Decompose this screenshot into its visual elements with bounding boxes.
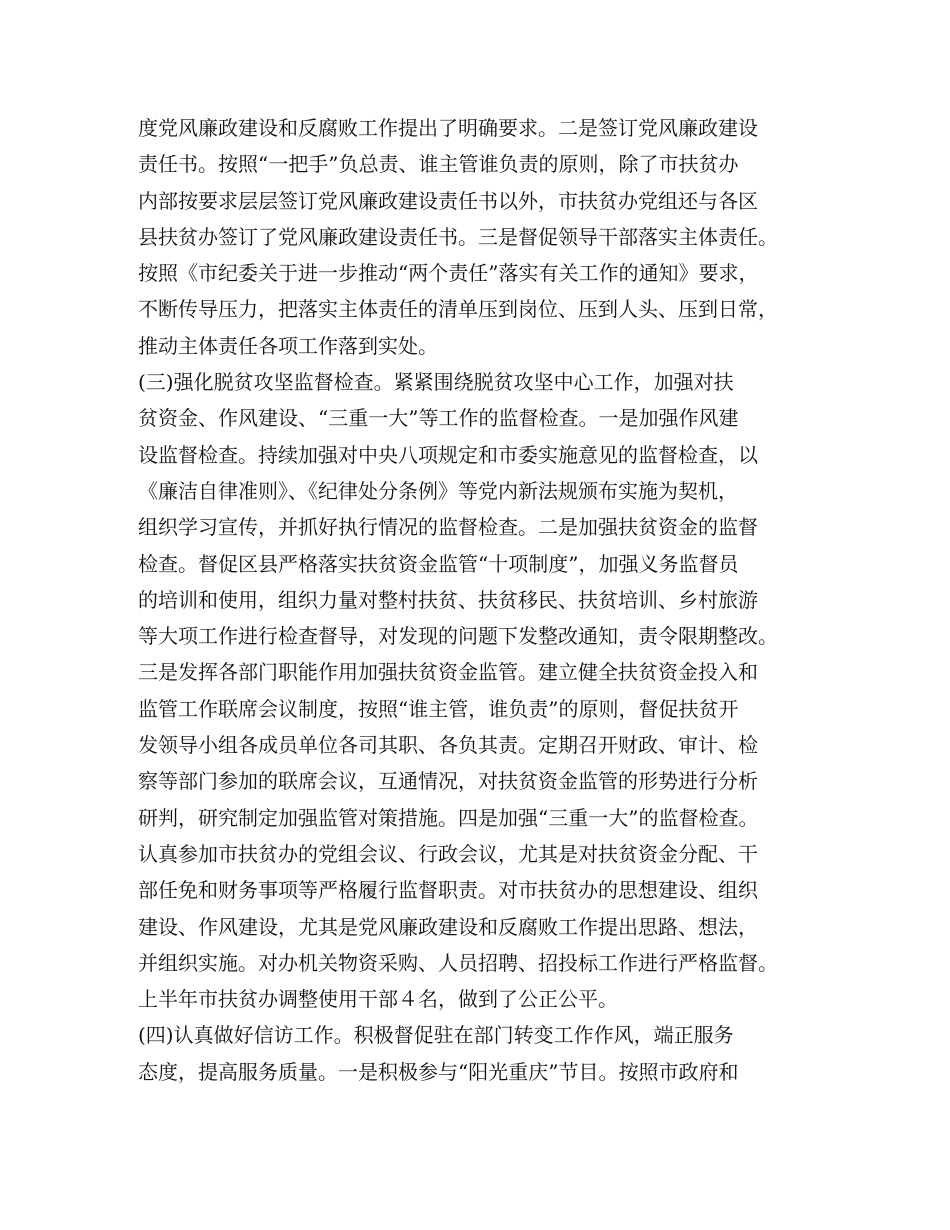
text-line: 态度，提高服务质量。一是积极参与“阳光重庆”节目。按照市政府和 <box>138 1059 739 1084</box>
text-line: 县扶贫办签订了党风廉政建设责任书。三是督促领导干部落实主体责任。 <box>138 224 778 249</box>
text-line: 三是发挥各部门职能作用加强扶贫资金监管。建立健全扶贫资金投入和 <box>138 660 758 685</box>
text-line: 上半年市扶贫办调整使用干部４名，做到了公正公平。 <box>138 987 618 1012</box>
text-line: 责任书。按照“一把手”负总责、谁主管谁负责的原则，除了市扶贫办 <box>138 152 739 177</box>
text-line: 贫资金、作风建设、“三重一大”等工作的监督检查。一是加强作风建 <box>138 406 739 431</box>
text-line: 认真参加市扶贫办的党组会议、行政会议，尤其是对扶贫资金分配、干 <box>138 841 758 866</box>
text-line: 发领导小组各成员单位各司其职、各负其责。定期召开财政、审计、检 <box>138 733 758 758</box>
text-line: 并组织实施。对办机关物资采购、人员招聘、招投标工作进行严格监督。 <box>138 950 778 975</box>
text-line: 推动主体责任各项工作落到实处。 <box>138 333 438 358</box>
text-line: 设监督检查。持续加强对中央八项规定和市委实施意见的监督检查，以 <box>138 442 758 467</box>
text-line: (三)强化脱贫攻坚监督检查。紧紧围绕脱贫攻坚中心工作，加强对扶 <box>138 370 734 395</box>
text-line: 研判，研究制定加强监管对策措施。四是加强“三重一大”的监督检查。 <box>138 805 759 830</box>
text-line: 等大项工作进行检查督导，对发现的问题下发整改通知，责令限期整改。 <box>138 624 778 649</box>
text-line: 内部按要求层层签订党风廉政建设责任书以外，市扶贫办党组还与各区 <box>138 188 758 213</box>
text-line: 监管工作联席会议制度，按照“谁主管，谁负责”的原则，督促扶贫开 <box>138 696 739 721</box>
text-line: 部任免和财务事项等严格履行监督职责。对市扶贫办的思想建设、组织 <box>138 878 758 903</box>
text-line: 组织学习宣传，并抓好执行情况的监督检查。二是加强扶贫资金的监督 <box>138 515 758 540</box>
text-line: 检查。督促区县严格落实扶贫资金监管“十项制度”，加强义务监督员 <box>138 551 739 576</box>
text-line: 《廉洁自律准则》、《纪律处分条例》等党内新法规颁布实施为契机， <box>138 478 738 503</box>
text-line: 度党风廉政建设和反腐败工作提出了明确要求。二是签订党风廉政建设 <box>138 116 758 140</box>
text-line: 按照《市纪委关于进一步推动“两个责任”落实有关工作的通知》要求， <box>138 261 759 286</box>
text-line: 的培训和使用，组织力量对整村扶贫、扶贫移民、扶贫培训、乡村旅游 <box>138 587 758 612</box>
text-line: 建设、作风建设，尤其是党风廉政建设和反腐败工作提出思路、想法， <box>138 914 758 939</box>
text-line: (四)认真做好信访工作。积极督促驻在部门转变工作作风，端正服务 <box>138 1023 734 1048</box>
text-line: 察等部门参加的联席会议，互通情况，对扶贫资金监管的形势进行分析 <box>138 769 758 794</box>
text-line: 不断传导压力，把落实主体责任的清单压到岗位、压到人头、压到日常， <box>138 297 778 322</box>
document-body <box>138 110 838 1090</box>
